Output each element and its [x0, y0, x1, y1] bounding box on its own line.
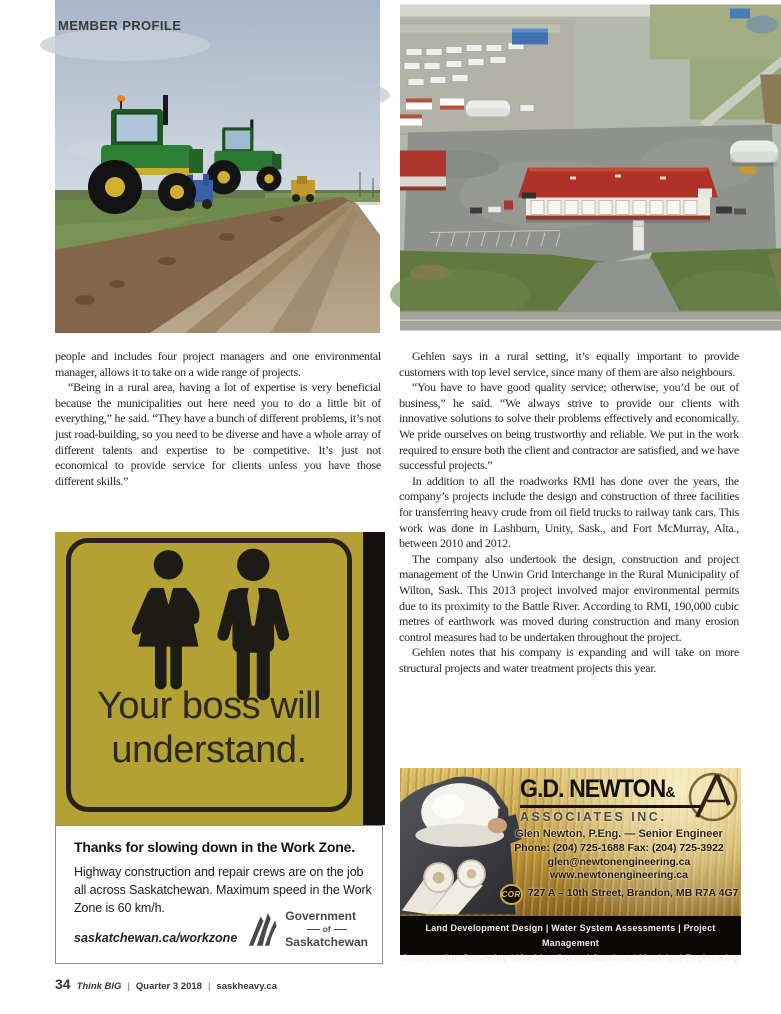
section-kicker: MEMBER PROFILE [58, 18, 182, 33]
body-paragraph: “You have to have good quality service; otherwise, you’d be out of business,” he said. “We always strive to provide our clients with innovative solutions to solve their problems effectively and economically. We pride ourselves on being trustworthy and reliable. We put in the work required to ensure both the client and contractor are satisfied, and we have successful projects.” [399, 380, 739, 473]
body-paragraph: In addition to all the roadworks RMI has done over the years, the company’s projects include the design and construction of three facilities for transferring heavy crude from oil field trucks to railway tank cars. This work was done in Lashburn, Unity, Sask., and Fort McMurray, Alta., between 2010 and 2012. [399, 473, 739, 551]
tractors-roadwork-photo [55, 0, 380, 333]
newton-company-line2: ASSOCIATES INC. [520, 810, 667, 824]
issue-label: Quarter 3 2018 [135, 981, 202, 992]
article-left-column [55, 349, 381, 489]
newton-company-name: G.D. NEWTON [520, 775, 666, 803]
sign-line-1: Your boss will [97, 685, 321, 727]
workzone-ad [55, 532, 385, 965]
aerial-facility-photo [400, 4, 781, 331]
gov-sask-logo [246, 907, 368, 951]
footer-website: saskheavy.ca [216, 981, 277, 992]
newton-logo [520, 775, 735, 824]
cor-label: COR [501, 889, 521, 899]
workzone-url: saskatchewan.ca/workzone [74, 931, 238, 945]
newton-services-row2: Construction Surveying | Machine Control Services | Municipal Engineering [401, 953, 740, 963]
body-paragraph: Gehlen says in a rural setting, it’s equally important to provide customers with top level service, since many of them are also neighbours. [399, 349, 739, 379]
newton-contact-name: Glen Newton, P.Eng. — Senior Engineer [515, 828, 723, 840]
article-right-column [399, 349, 739, 676]
workzone-info-panel [55, 825, 383, 964]
newton-phone: Phone: (204) 725-1688 Fax: (204) 725-3922 [514, 842, 724, 854]
newton-email: glen@newtonengineering.ca [547, 855, 691, 868]
newton-address: 727 A – 10th Street, Brandon, MB R7A 4G7 [527, 887, 739, 900]
page-footer [55, 976, 277, 992]
body-paragraph: people and includes four project managers and one environmental manager, allows it to take on a wide range of projects. [55, 349, 381, 379]
tractors-photo-illustration [55, 0, 380, 333]
gov-sask-logo-text [285, 910, 368, 949]
boss-figures-icon [118, 544, 296, 706]
magazine-title: Think BIG [76, 981, 122, 992]
gov-line-1: Government [285, 908, 356, 923]
newton-ampersand: & [665, 784, 675, 801]
footer-separator: | [207, 981, 211, 992]
workzone-body-text: Highway construction and repair crews are on the job all across Saskatchewan. Maximum speed in the Work Zone is 60 km/h. [74, 865, 372, 915]
newton-contact-block [501, 828, 737, 905]
cor-certification-seal [500, 884, 523, 905]
sign-line-2: understand. [111, 729, 307, 771]
body-paragraph: Gehlen notes that his company is expanding and will take on more structural projects and water treatment projects this year. [399, 645, 739, 675]
workzone-headline: Thanks for slowing down in the Work Zone. [74, 839, 355, 855]
sign-edge-strip [363, 532, 385, 825]
sign-message [55, 684, 363, 772]
gov-line-2: of [322, 923, 331, 934]
footer-separator: | [127, 981, 130, 992]
wheat-sheaf-icon [246, 907, 278, 951]
body-paragraph: “Being in a rural area, having a lot of expertise is very beneficial because the municipalities out here need you to do a little bit of everything,” he said. “They have a bunch of different problems, it’s not just road-building, so you need to be diverse and have a whole array of different talents and expertise to be competitive. It’s just not economical to provide service for clients unless you have those different skills.” [55, 380, 381, 488]
gov-line-3: Saskatchewan [285, 934, 368, 949]
newton-website: www.newtonengineering.ca [550, 869, 688, 881]
workzone-sign-panel [55, 532, 363, 825]
aerial-photo-illustration [400, 4, 781, 331]
newton-services-row1: Land Development Design | Water System Assessments | Project Management [425, 923, 716, 948]
newton-services-bar [400, 916, 741, 963]
page-number: 34 [55, 976, 71, 992]
body-paragraph: The company also undertook the design, construction and project management of the Unwin Grid Interchange in the Rural Municipality of Wilton, Sask. This 2013 project involved major environmental permits due to its proximity to the Battle River. According to RMI, 190,000 cubic metres of earthwork was moved during construction and many erosion control measures had to be undertaken throughout the project. [399, 551, 739, 644]
newton-ad [400, 768, 741, 963]
